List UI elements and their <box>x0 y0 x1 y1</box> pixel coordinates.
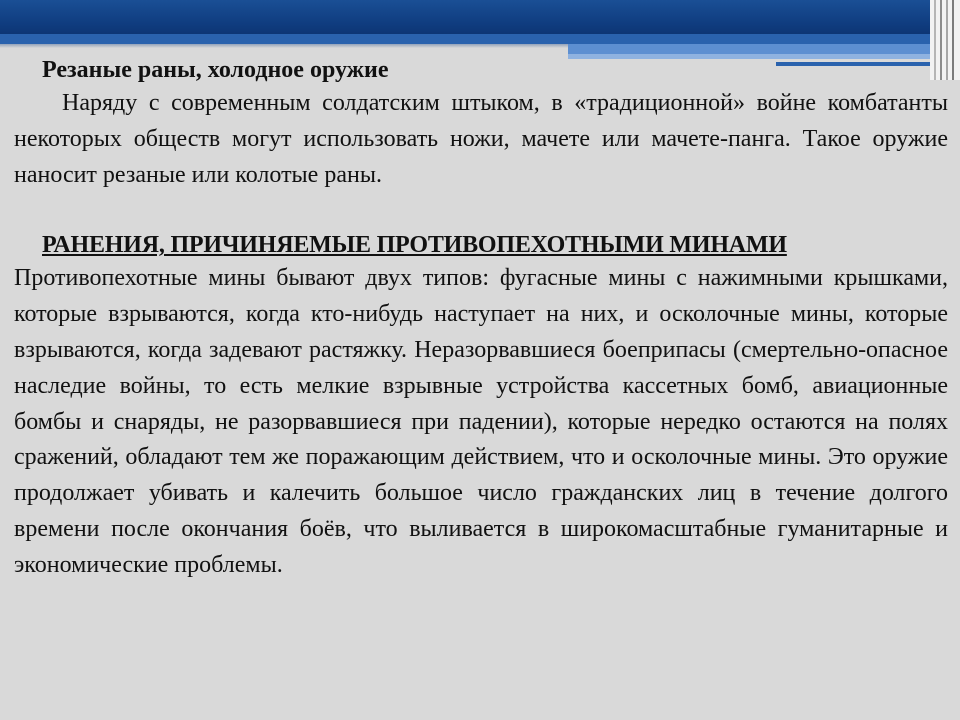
banner-light-band <box>568 44 930 54</box>
section-heading-mine-wounds: РАНЕНИЯ, ПРИЧИНЯЕМЫЕ ПРОТИВОПЕХОТНЫМИ МИНАМИ <box>42 232 787 259</box>
section-paragraph-mine-wounds: Противопехотные мины бывают двух типов: фугасные мины с нажимными крышками, которые взрываются, когда кто-нибудь наступает на них, и осколочные мины, которые взрываются, когда задевают растяжку. Неразорвавшиеся боеприпасы (смертельно-опасное наследие войны, то есть мелкие взрывные устройства кассетных бомб, авиационные бомбы и снаряды, не разорвавшиеся при падении), которые нередко остаются на полях сражений, обладают тем же поражающим действием, что и осколочные мины. Это оружие продолжает убивать и калечить большое число гражданских лиц в течение долгого времени после окончания боёв, что выливается в широкомасштабные гуманитарные и экономические проблемы. <box>14 265 948 578</box>
banner-shadow <box>0 44 568 48</box>
banner-mid-band <box>0 34 930 44</box>
slide-content <box>14 54 948 584</box>
section-heading-cut-wounds: Резаные раны, холодное оружие <box>42 57 389 83</box>
section-paragraph-cut-wounds: Наряду с современным солдатским штыком, в «традиционной» войне комбатанты некоторых обществ могут использовать ножи, мачете или мачете-панга. Такое оружие наносит резаные или колотые раны. <box>14 90 948 188</box>
section-spacer <box>14 193 948 229</box>
